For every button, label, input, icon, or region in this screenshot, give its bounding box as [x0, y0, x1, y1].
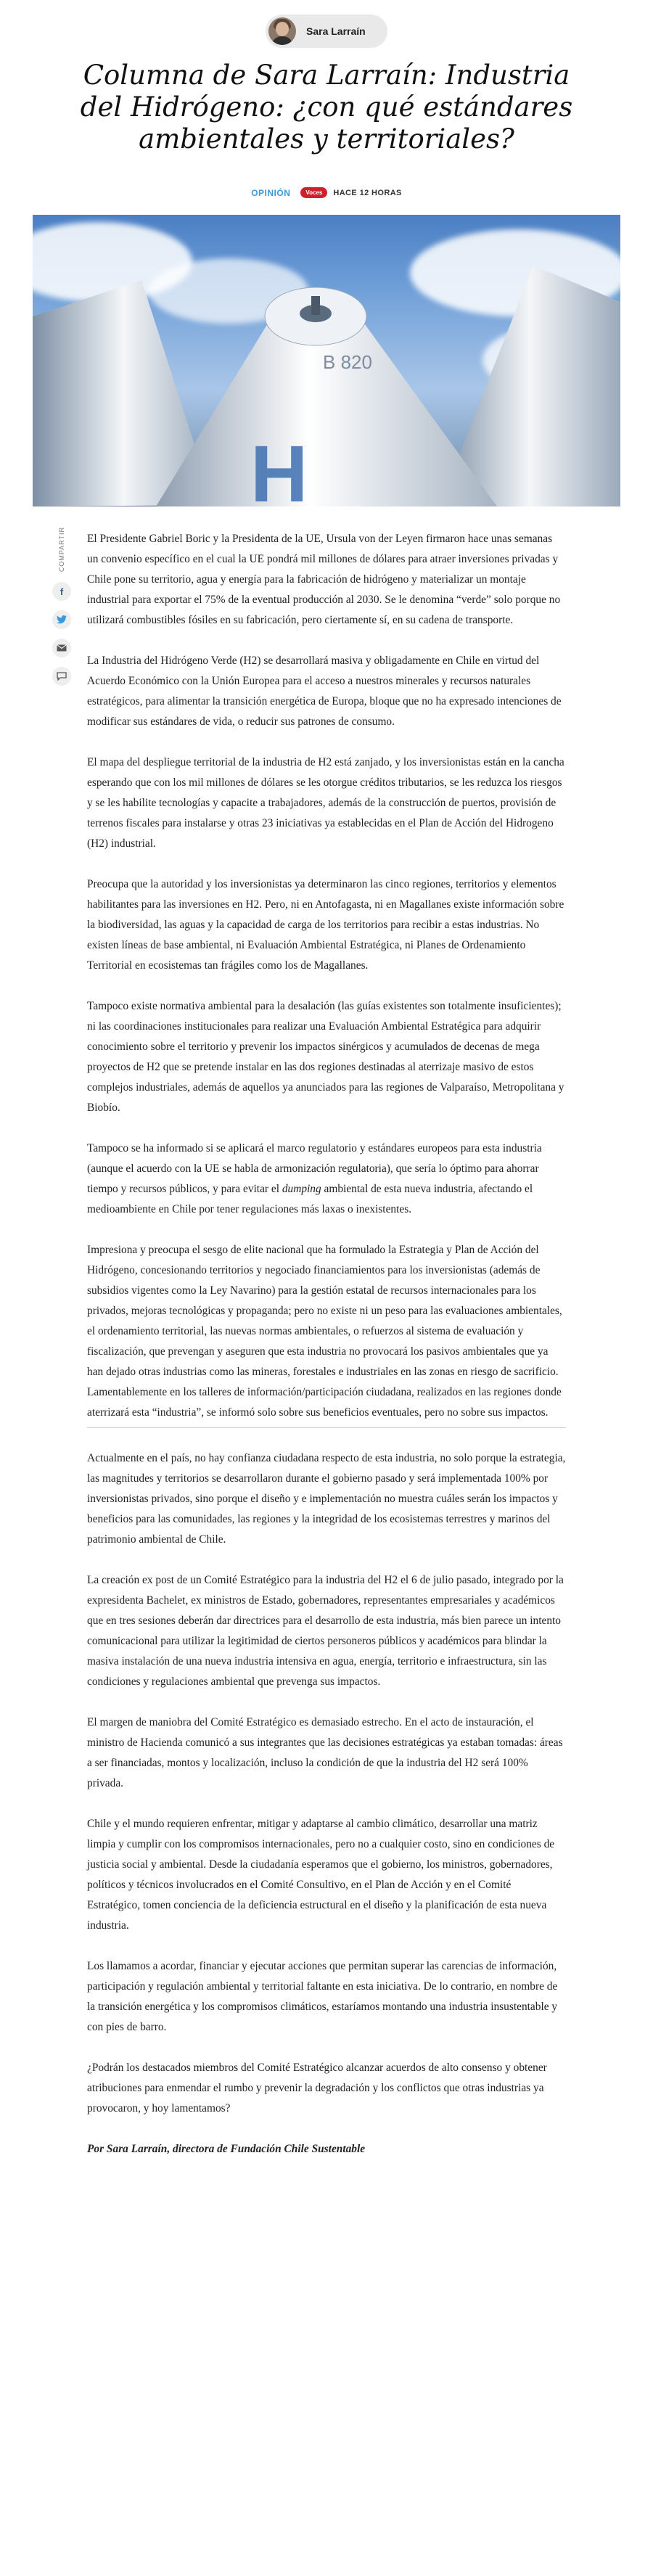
tank-label-2: H: [250, 430, 308, 506]
paragraph: Tampoco existe normativa ambiental para la desalación (las guías existentes son totalmente insuficientes); ni las coordinaciones institucionales para realizar una Evaluación Ambiental Estratégica para adquirir conocimiento sobre el territorio y prevenir los impactos sinérgicos y acumulados de decenas de mega proyectos de H2 que se pretende instalar en las dos regiones destinadas al aterrizaje masivo de estos complejos industriales, además de aquellos ya anunciados para las regiones de Valparaíso, Metropolitana y Biobío.: [87, 1000, 564, 1114]
section-link[interactable]: OPINIÓN: [251, 187, 291, 198]
avatar: [268, 17, 296, 45]
paragraph: El margen de maniobra del Comité Estratégico es demasiado estrecho. En el acto de instauración, el ministro de Hacienda comunicó a sus integrantes que las decisiones estratégicas ya estaban tomadas: áreas a ser financiadas, montos y localización, incluso la condición de que la industria del H2 será 100% privada.: [87, 1716, 563, 1789]
voces-badge: Voces: [300, 187, 327, 198]
hydrogen-tanks-illustration: [33, 215, 620, 506]
tank-label-1: B 820: [323, 351, 372, 373]
emphasis: dumping: [282, 1183, 321, 1195]
paragraph: Tampoco se ha informado si se aplicará el marco regulatorio y estándares europeos para esta industria (aunque el acuerdo con la UE se habla de armonización regulatoria), que sería lo óptimo para ahorrar tiempo y recursos públicos, y para evitar el dumping ambiental de esta nueva industria, afectando el medioambiente en Chile por tener regulaciones más laxas o inexistentes.: [87, 1142, 542, 1215]
author-name: Sara Larraín: [306, 25, 366, 37]
author-pill[interactable]: [266, 15, 387, 48]
paragraph: Los llamamos a acordar, financiar y ejecutar acciones que permitan superar las carencias de información, participación y regulación ambiental y territorial faltante en esta iniciativa. De lo contrario, en nombre de la transición energética y los compromisos climáticos, estaríamos montando una industria insustentable y con pies de barro.: [87, 1960, 558, 2033]
paragraph: Preocupa que la autoridad y los inversionistas ya determinaron las cinco regiones, territorios y elementos habilitantes para las inversiones en H2. Pero, ni en Antofagasta, ni en Magallanes existe información sobre la biodiversidad, las aguas y la capacidad de carga de los territorios para recibir a estas industrias. No existen líneas de base ambiental, ni Evaluación Ambiental Estratégica, ni Planes de Ordenamiento Territorial en ecosistemas tan frágiles como los de Magallanes.: [87, 878, 564, 972]
paragraph: La Industria del Hidrógeno Verde (H2) se desarrollará masiva y obligadamente en Chile en virtud del Acuerdo Económico con la Unión Europea para el acceso a nuestros minerales y recursos naturales estratégicos, para alimentar la transición energética de Europa, bloque que no ha expresado intenciones de modificar sus estándares de vida, o reducir sus patrones de consumo.: [87, 655, 562, 728]
paragraph: Chile y el mundo requieren enfrentar, mitigar y adaptarse al cambio climático, desarrollar una matriz limpia y cumplir con los compromisos internacionales, pero no a cualquier costo, sino en condiciones de justicia social y ambiental. Desde la ciudadanía esperamos que el gobierno, los ministros, gobernadores, políticos y técnicos involucrados en el Comité Consultivo, en el Plan de Acción y en el Comité Estratégico, tomen conciencia de la deficiencia estructural en el diseño y la planificación de esta nueva industria.: [87, 1818, 555, 1932]
share-bar: [51, 527, 73, 695]
hero-image: [33, 215, 620, 506]
facebook-icon[interactable]: f: [52, 582, 71, 601]
twitter-icon[interactable]: [52, 610, 71, 629]
paragraph: El mapa del despliegue territorial de la industria de H2 está zanjado, y los inversionistas están en la cancha esperando que con los mil millones de dólares se les otorgue créditos tributarios, se les reduzca los riesgos y se les habilite tecnologías y capacite a trabajadores, además de la construcción de puertos, provisión de terrenos fiscales para instalarse y otras 23 iniciativas ya establecidas en el Plan de Acción del Hidrogeno (H2) industrial.: [87, 756, 564, 850]
email-icon[interactable]: [52, 639, 71, 657]
article-meta: [0, 187, 653, 198]
paragraph: La creación ex post de un Comité Estratégico para la industria del H2 el 6 de julio pasado, integrado por la expresidenta Bachelet, ex ministros de Estado, gobernadores, representantes empresariales y académicos que en tres sesiones deberán dar directrices para el desarrollo de esta industria, más bien parece un intento comunicacional para utilizar la legitimidad de ciertos personeros públicos y académicos para blindar la masiva instalación de una nueva industria intensiva en agua, energía, territorio e infraestructura, sin las condiciones y regulaciones ambiental que prevenga sus impactos.: [87, 1574, 564, 1688]
article-body: [87, 529, 566, 2180]
paragraph: El Presidente Gabriel Boric y la Presidenta de la UE, Ursula von der Leyen firmaron hace unas semanas un convenio específico en el cual la UE pondrá mil millones de dólares para atraer inversiones privadas y Chile pone su territorio, agua y energía para la fabricación de hidrógeno y materializar un montaje industrial para exportar el 75% de la eventual producción al 2030. Se le denomina “verde” solo porque no utilizará combustibles fósiles en su fabricación, pero ciertamente sí, en su cadena de transporte.: [87, 533, 561, 626]
paragraph: Actualmente en el país, no hay confianza ciudadana respecto de esta industria, no solo porque la estrategia, las magnitudes y territorios se desarrollaron durante el gobierno pasado y será implementada 100% por inversionistas privados, sino porque el diseño y e implementación no muestra cuáles serán los impactos y beneficios para las comunidades, las regiones y la integridad de los ecosistemas terrestres y marinos del patrimonio ambiental de Chile.: [87, 1452, 566, 1546]
page-title: Columna de Sara Larraín: Industria del Hidrógeno: ¿con qué estándares ambientales y territoriales?: [80, 60, 573, 155]
signature: Por Sara Larraín, directora de Fundación Chile Sustentable: [87, 2143, 366, 2155]
timestamp: HACE 12 HORAS: [333, 188, 402, 197]
paragraph: ¿Podrán los destacados miembros del Comité Estratégico alcanzar acuerdos de alto consenso y obtener atribuciones para enmendar el rumbo y prevenir la degradación y los conflictos que otras industrias ya provocaron, y hoy lamentamos?: [87, 2062, 547, 2114]
divider: [87, 1427, 566, 1428]
share-label: COMPARTIR: [58, 527, 65, 573]
comments-icon[interactable]: [52, 667, 71, 686]
paragraph: Impresiona y preocupa el sesgo de elite nacional que ha formulado la Estrategia y Plan de Acción del Hidrógeno, concesionando territorios y negociado financiamientos para los inversionistas (además de subsidios vigentes como la Ley Navarino) para la gestión estatal de recursos internacionales para los privados, mejoras tecnológicas y propaganda; pero no existe ni un peso para las evaluaciones ambientales, el ordenamiento territorial, las nuevas normas ambientales, o refuerzos al sistema de evaluación y fiscalización, que prevengan y aseguren que esta industria no provocará los pasivos ambientales que ya han dejado otras industrias como las mineras, forestales e industriales en las zonas en riesgo de sacrificio. Lamentablemente en los talleres de información/participación ciudadana, realizados en las regiones donde aterrizará esta “industria”, se informó solo sobre sus beneficios eventuales, pero no sobre sus impactos.: [87, 1244, 562, 1419]
